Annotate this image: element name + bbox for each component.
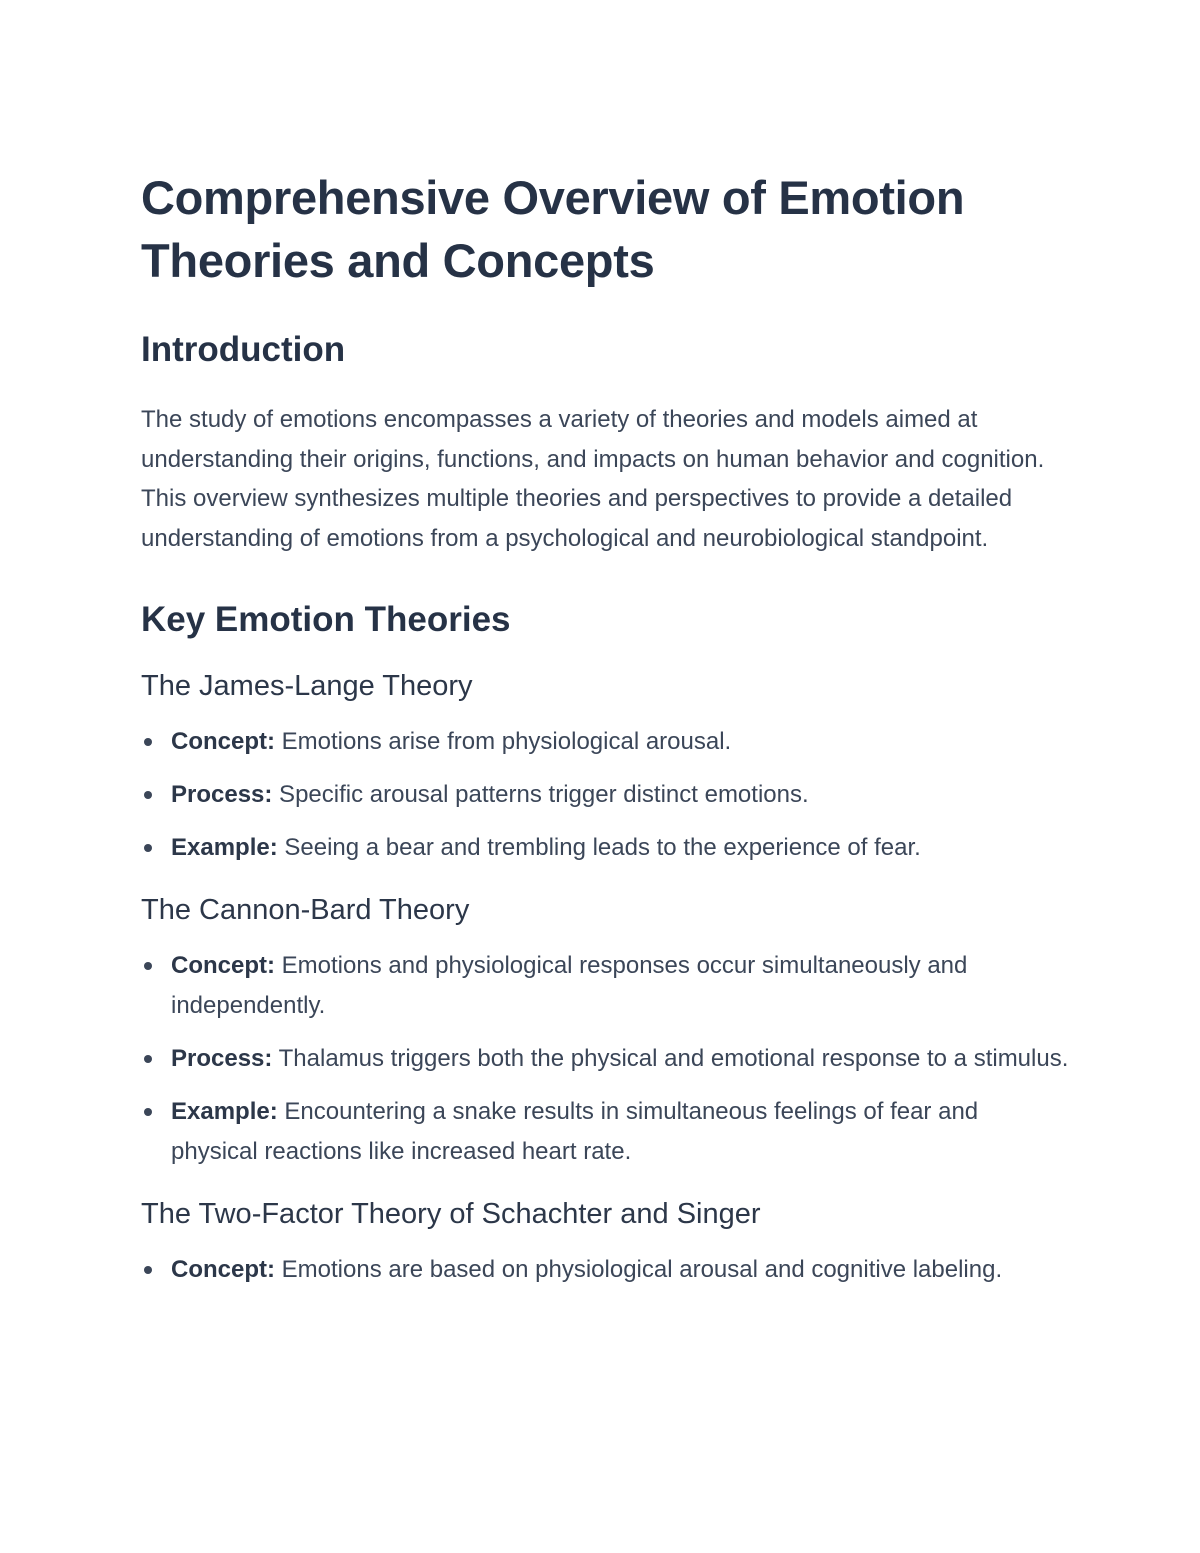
document-content — [141, 166, 1071, 1290]
item-text: Emotions arise from physiological arousal. — [275, 728, 732, 755]
bullet-icon — [144, 791, 152, 799]
bullet-icon — [144, 1266, 152, 1274]
bullet-icon — [144, 844, 152, 852]
bullet-icon — [144, 962, 152, 970]
item-text: Emotions and physiological responses occur simultaneously and independently. — [171, 952, 968, 1019]
item-text: Emotions are based on physiological arousal and cognitive labeling. — [275, 1256, 1003, 1283]
list-item — [141, 722, 1071, 762]
bullet-icon — [144, 1055, 152, 1063]
theory-heading-james-lange: The James-Lange Theory — [141, 670, 473, 702]
item-label: Concept: — [171, 728, 275, 755]
item-label: Example: — [171, 834, 278, 861]
item-label: Process: — [171, 1045, 273, 1072]
document-title: Comprehensive Overview of Emotion Theories and Concepts — [141, 171, 965, 287]
item-text: Thalamus triggers both the physical and emotional response to a stimulus. — [272, 1045, 1069, 1072]
theory-list-two-factor — [141, 1250, 1071, 1290]
bullet-icon — [144, 738, 152, 746]
theory-list-cannon-bard — [141, 946, 1071, 1172]
list-item — [141, 1250, 1071, 1290]
theory-list-james-lange — [141, 722, 1071, 868]
list-item — [141, 1092, 1071, 1172]
list-item — [141, 946, 1071, 1026]
item-text: Encountering a snake results in simultaneous feelings of fear and physical reactions like increased heart rate. — [171, 1098, 979, 1165]
introduction-paragraph: The study of emotions encompasses a variety of theories and models aimed at understanding their origins, functions, and impacts on human behavior and cognition. This overview synthesizes multiple theories and perspectives to provide a detailed understanding of emotions from a psychological and neurobiological standpoint. — [141, 406, 1045, 552]
section-heading-introduction: Introduction — [141, 330, 346, 369]
list-item — [141, 775, 1071, 815]
theory-heading-two-factor: The Two-Factor Theory of Schachter and Singer — [141, 1198, 761, 1230]
bullet-icon — [144, 1108, 152, 1116]
section-heading-key-theories: Key Emotion Theories — [141, 600, 511, 639]
list-item — [141, 828, 1071, 868]
list-item — [141, 1039, 1071, 1079]
item-label: Example: — [171, 1098, 278, 1125]
item-label: Process: — [171, 781, 273, 808]
item-text: Specific arousal patterns trigger distinct emotions. — [272, 781, 809, 808]
item-label: Concept: — [171, 952, 275, 979]
item-text: Seeing a bear and trembling leads to the experience of fear. — [277, 834, 921, 861]
theory-heading-cannon-bard: The Cannon-Bard Theory — [141, 894, 470, 926]
item-label: Concept: — [171, 1256, 275, 1283]
